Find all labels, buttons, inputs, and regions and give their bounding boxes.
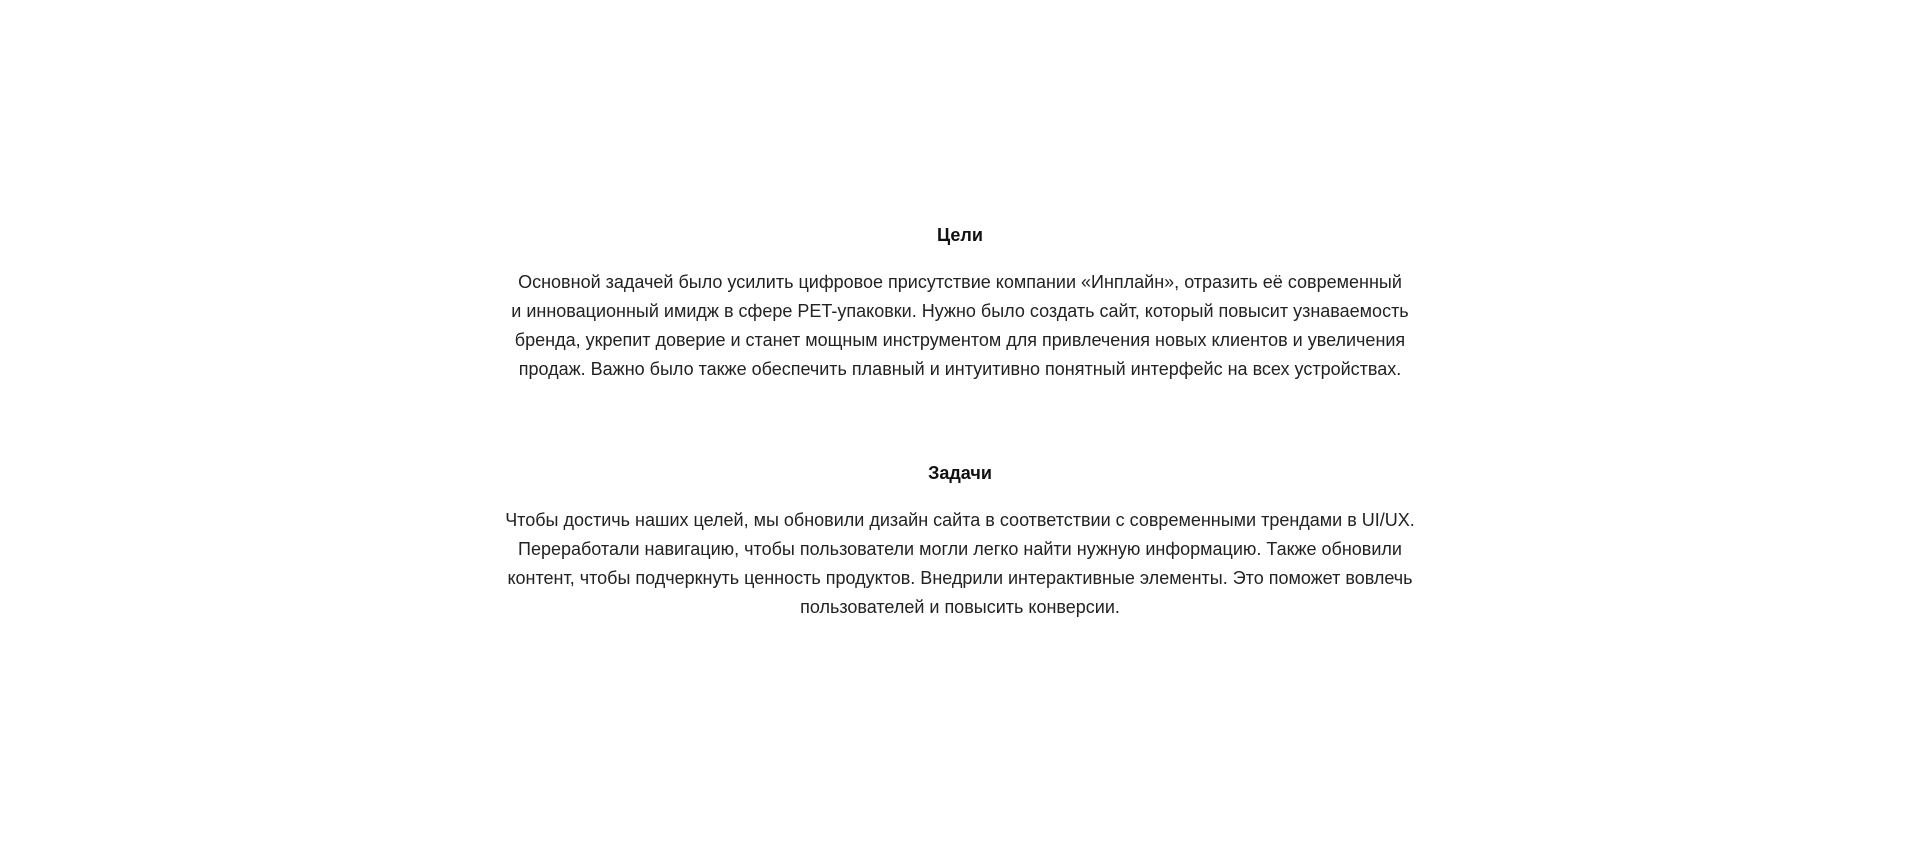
tasks-text-line: пользователей и повысить конверсии.: [800, 597, 1120, 617]
goals-text-line: Основной задачей было усилить цифровое присутствие компании «Инплайн», отразить её современный: [518, 272, 1402, 292]
tasks-text-line: Чтобы достичь наших целей, мы обновили дизайн сайта в соответствии с современными трендами в UI/UX.: [505, 510, 1415, 530]
goals-text-line: продаж. Важно было также обеспечить плавный и интуитивно понятный интерфейс на всех устройствах.: [518, 359, 1402, 379]
goals-section: [0, 222, 1920, 384]
tasks-text: [0, 506, 1920, 622]
tasks-text-line: Переработали навигацию, чтобы пользователи могли легко найти нужную информацию. Также обновили: [518, 539, 1402, 559]
tasks-text-line: контент, чтобы подчеркнуть ценность продуктов. Внедрили интерактивные элементы. Это поможет вовлечь: [507, 568, 1413, 588]
goals-text-line: бренда, укрепит доверие и станет мощным инструментом для привлечения новых клиентов и увеличения: [514, 330, 1406, 350]
goals-text: [0, 268, 1920, 384]
tasks-heading: Задачи: [928, 463, 992, 483]
tasks-section: [0, 460, 1920, 622]
goals-text-line: и инновационный имидж в сфере PET-упаковки. Нужно было создать сайт, который повысит узнаваемость: [511, 301, 1409, 321]
goals-heading: Цели: [937, 225, 983, 245]
